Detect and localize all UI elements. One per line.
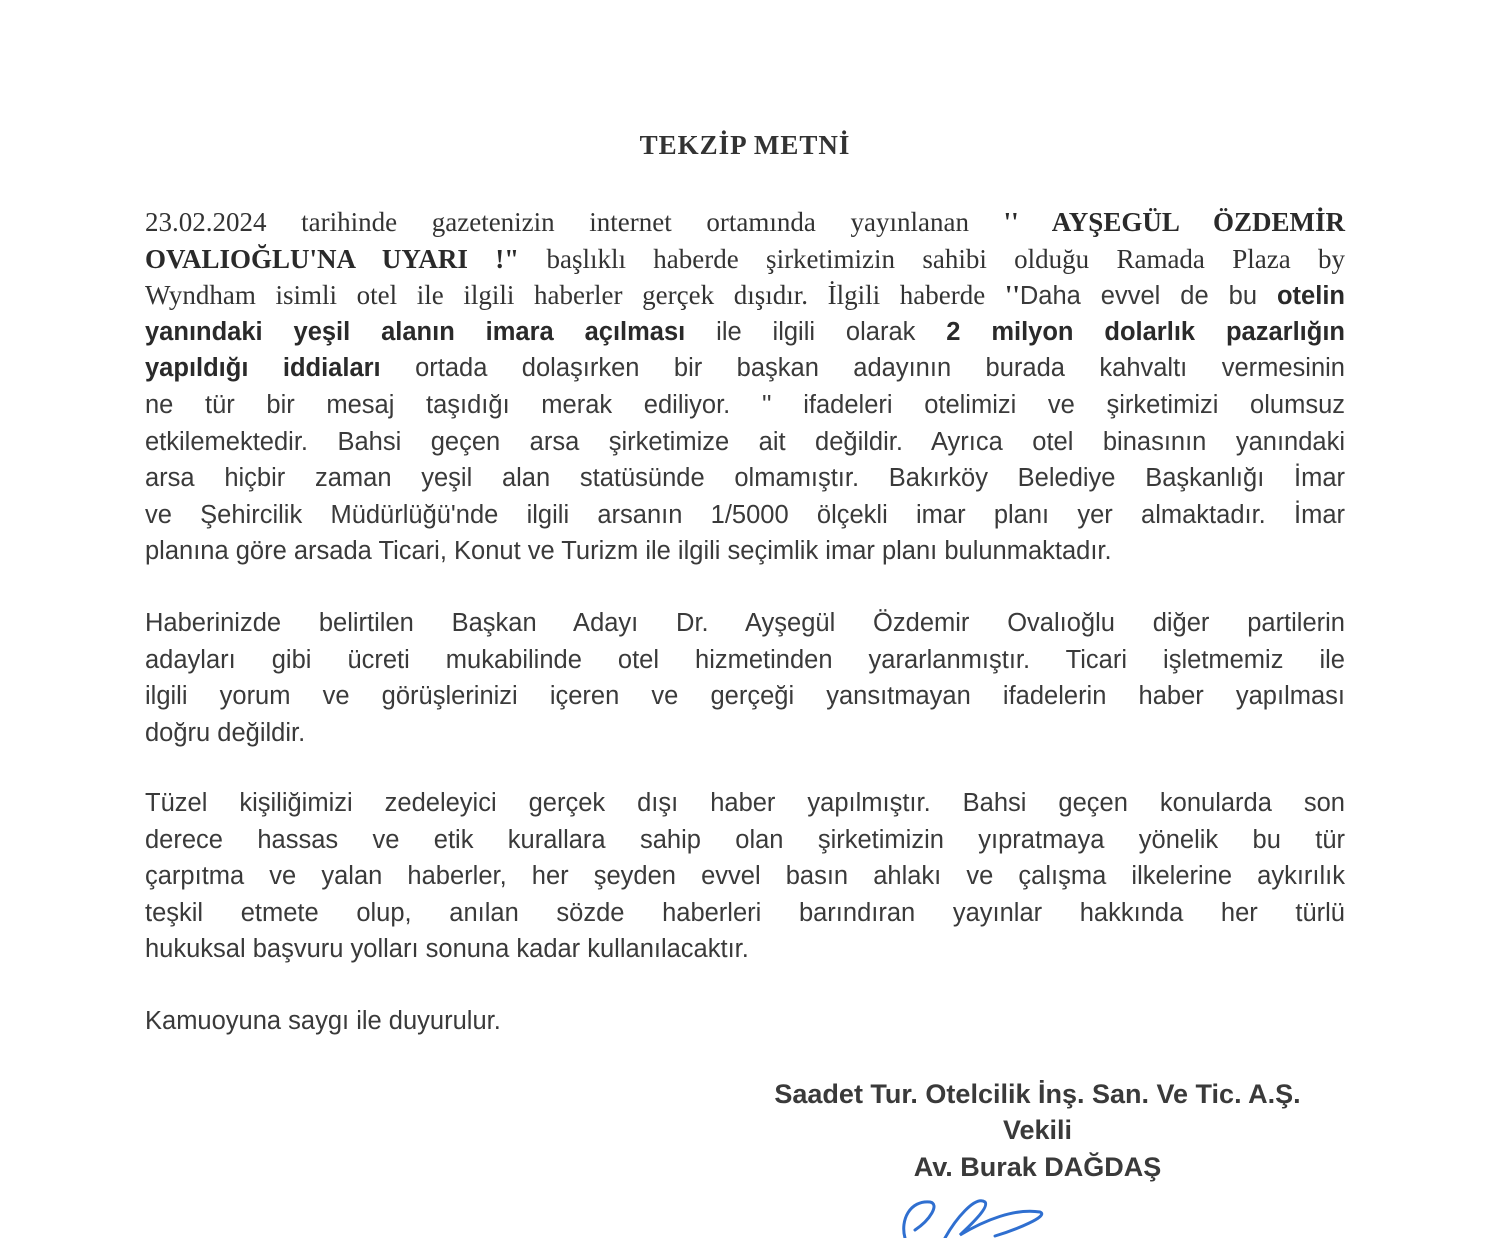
text-segment: ilgili yorum ve görüşlerinizi içeren ve gerçeği yansıtmayan ifadelerin haber yapılması [145,682,1345,711]
paragraph-2 [145,605,1345,751]
text-segment: ve Şehircilik Müdürlüğü'nde ilgili arsanın 1/5000 ölçekli imar planı yer almaktadır. İmar [145,500,1345,529]
text-segment: arsa hiçbir zaman yeşil alan statüsünde olmamıştır. Bakırköy Belediye Başkanlığı İmar [145,464,1345,493]
text-segment: ne tür bir mesaj taşıdığı merak ediliyor. '' ifadeleri otelimizi ve şirketimizi olumsuz [145,390,1345,419]
text-segment: Wyndham isimli otel ile ilgili haberler gerçek dışıdır. İlgili haberde [145,280,1005,311]
bold-text-segment: OVALIOĞLU'NA UYARI !" [145,243,520,274]
text-segment: Kamuoyuna saygı ile duyurulur. [145,1007,501,1035]
text-line [145,497,1345,534]
text-segment: planına göre arsada Ticari, Konut ve Turizm ile ilgili seçimlik imar planı bulunmaktadır. [145,537,1112,566]
closing-line [145,1003,1345,1040]
text-segment: 23.02.2024 tarihinde gazetenizin internet ortamında yayınlanan [145,207,1004,237]
text-segment: teşkil etmete olup, anılan sözde haberleri barındıran yayınlar hakkında her türlü [145,898,1345,927]
text-segment: çarpıtma ve yalan haberler, her şeyden evvel basın ahlakı ve çalışma ilkelerine aykırılık [145,862,1345,891]
text-segment: doğru değildir. [145,718,306,747]
text-segment: etkilemektedir. Bahsi geçen arsa şirketimize ait değildir. Ayrıca otel binasının yanındaki [145,427,1345,456]
paragraph-1 [145,204,1345,570]
text-segment: ortada dolaşırken bir başkan adayının burada kahvaltı vermesinin [380,354,1345,383]
text-segment: Haberinizde belirtilen Başkan Adayı Dr. Ayşegül Özdemir Ovalıoğlu diğer partilerin [145,609,1345,637]
text-line [145,895,1345,932]
text-segment: başlıklı haberde şirketimizin sahibi olduğu Ramada Plaza by [519,243,1346,274]
text-segment: adayları gibi ücreti mukabilinde otel hizmetinden yararlanmıştır. Ticari işletmemiz ile [145,645,1345,674]
text-line [145,642,1345,679]
bold-text-segment: yanındaki yeşil alanın imara açılması [145,317,686,346]
bold-text-segment: otelin [1276,282,1345,311]
text-line [145,822,1345,859]
text-line [145,858,1345,895]
text-line [145,931,1345,968]
text-segment: Tüzel kişiliğimizi zedeleyici gerçek dışı haber yapılmıştır. Bahsi geçen konularda son [145,789,1345,817]
text-segment: Daha evvel de bu [1019,282,1277,311]
text-line [145,1003,1345,1040]
text-line [145,314,1345,351]
text-line [145,350,1345,387]
text-line [145,277,1345,314]
text-segment: hukuksal başvuru yolları sonuna kadar kullanılacaktır. [145,935,749,964]
text-line [145,605,1345,642]
text-line [145,204,1345,241]
bold-text-segment: '' AYŞEGÜL ÖZDEMİR [1003,207,1345,237]
signer-role: Vekili [1002,1115,1073,1146]
text-line [145,533,1345,570]
handwritten-signature [885,1190,1065,1238]
text-line [145,387,1345,424]
text-line [145,424,1345,461]
bold-text-segment: yapıldığı iddiaları [145,354,381,383]
text-line [145,715,1345,752]
text-line [145,241,1345,278]
paragraph-3 [145,785,1345,968]
text-line [145,678,1345,715]
signature-block [720,1076,1355,1185]
bold-text-segment: 2 milyon dolarlık pazarlığın [946,317,1345,346]
text-segment: ile ilgili olarak [685,317,947,346]
company-name: Saadet Tur. Otelcilik İnş. San. Ve Tic. A.Ş. [774,1079,1301,1109]
signer-name: Av. Burak DAĞDAŞ [913,1151,1162,1182]
text-line [145,785,1345,822]
bold-text-segment: '' [1004,280,1020,311]
text-segment: derece hassas ve etik kurallara sahip olan şirketimizin yıpratmaya yönelik bu tür [145,825,1345,854]
text-line [145,460,1345,497]
document-title: TEKZİP METNİ [639,130,851,160]
